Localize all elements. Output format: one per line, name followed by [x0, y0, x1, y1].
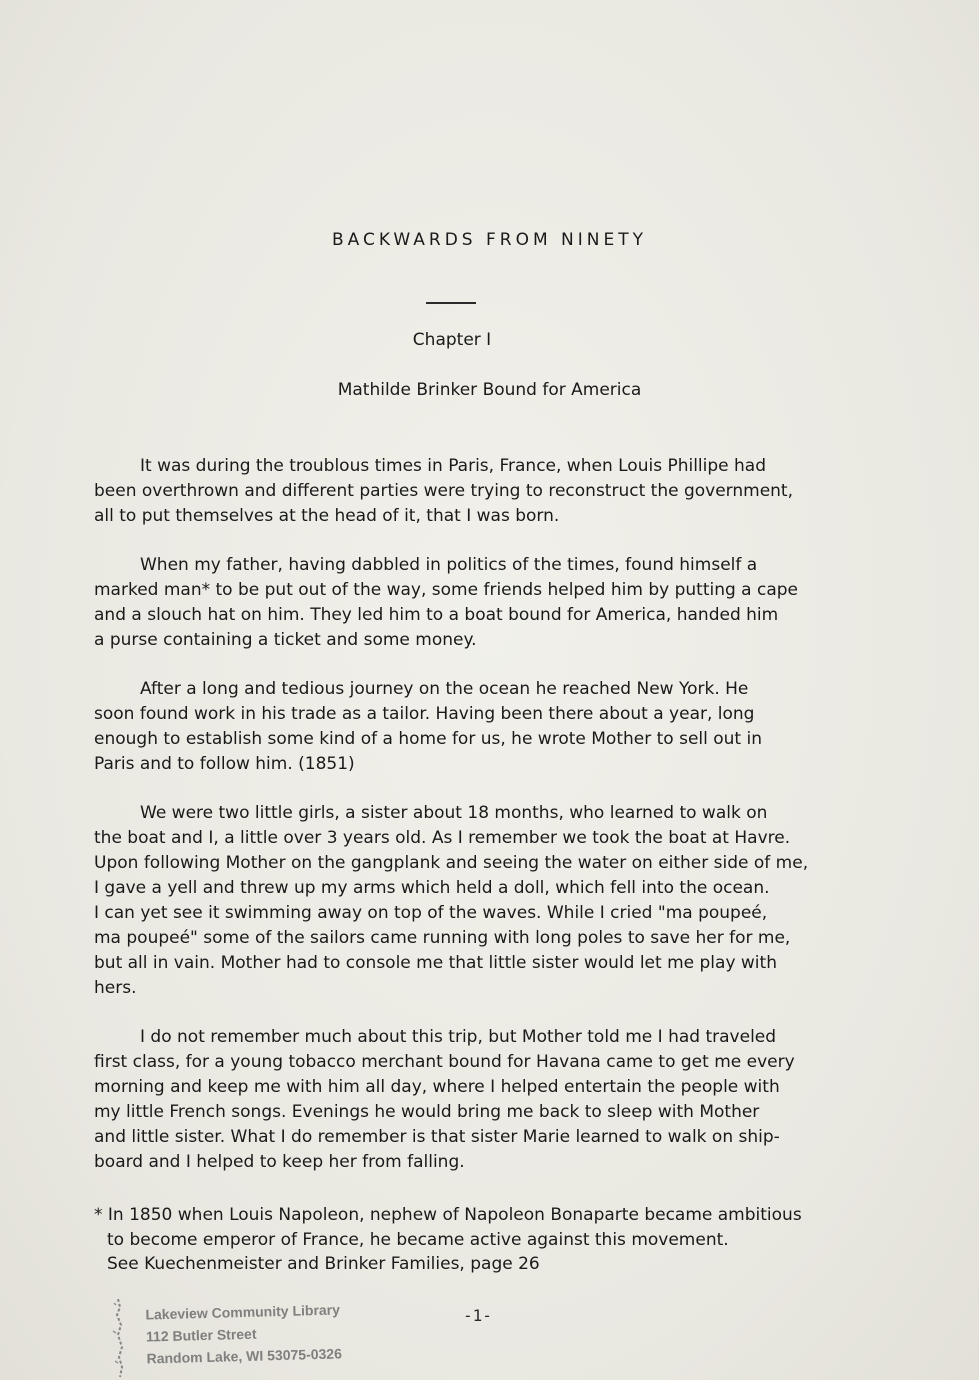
footnote-line-2: to become emperor of France, he became active against this movement. [107, 1229, 729, 1250]
footnote [94, 1203, 894, 1277]
footnote-line-3: See Kuechenmeister and Brinker Families, page 26 [107, 1254, 540, 1274]
stamp-line-2: 112 Butler Street [145, 1325, 257, 1345]
stamp-line-3: Random Lake, WI 53075-0326 [146, 1345, 343, 1367]
page-number: -1- [463, 1306, 492, 1325]
chapter-heading: Chapter I [412, 330, 492, 350]
book-title: BACKWARDS FROM NINETY [331, 230, 647, 250]
stamp-edge-mark-icon [110, 1295, 140, 1380]
paragraph-4: We were two little girls, a sister about 18 months, who learned to walk on the boat and I, a little over 3 years old. As I remember we took the boat at Havre. Upon following Mother on the gangplank and seeing the water on either side of me, I gave a yell and threw up my arms which held a doll, which fell into the ocean. I can yet see it swimming away on top of the waves. While I cried "ma poupeé, ma poupeé" some of the sailors came running with long poles to save her for me, but all in vain. Mother had to console me that little sister would let me play with hers. [94, 803, 809, 998]
body-text [94, 454, 884, 1199]
paragraph-2: When my father, having dabbled in politics of the times, found himself a marked man* to be put out of the way, some friends helped him by putting a cape and a slouch hat on him. They led him to a boat bound for America, handed him a purse containing a ticket and some money. [94, 555, 799, 650]
paragraph-1: It was during the troublous times in Paris, France, when Louis Phillipe had been overthrown and different parties were trying to reconstruct the government, all to put themselves at the head of it, that I was born. [94, 456, 793, 526]
footnote-line-1: * In 1850 when Louis Napoleon, nephew of Napoleon Bonaparte became ambitious [94, 1205, 802, 1225]
title-underline [426, 302, 476, 304]
stamp-text [145, 1298, 342, 1369]
stamp-line-1: Lakeview Community Library [145, 1301, 341, 1323]
chapter-subtitle: Mathilde Brinker Bound for America [337, 380, 642, 400]
paragraph-3: After a long and tedious journey on the ocean he reached New York. He soon found work in his trade as a tailor. Having been there about a year, long enough to establish some kind of a home for us, he wrote Mother to sell out in Paris and to follow him. (1851) [94, 679, 762, 774]
paragraph-5: I do not remember much about this trip, but Mother told me I had traveled first class, for a young tobacco merchant bound for Havana came to get me every morning and keep me with him all day, where I helped entertain the people with my little French songs. Evenings he would bring me back to sleep with Mother and little sister. What I do remember is that sister Marie learned to walk on ship- board and I helped to keep her from falling. [94, 1027, 795, 1172]
